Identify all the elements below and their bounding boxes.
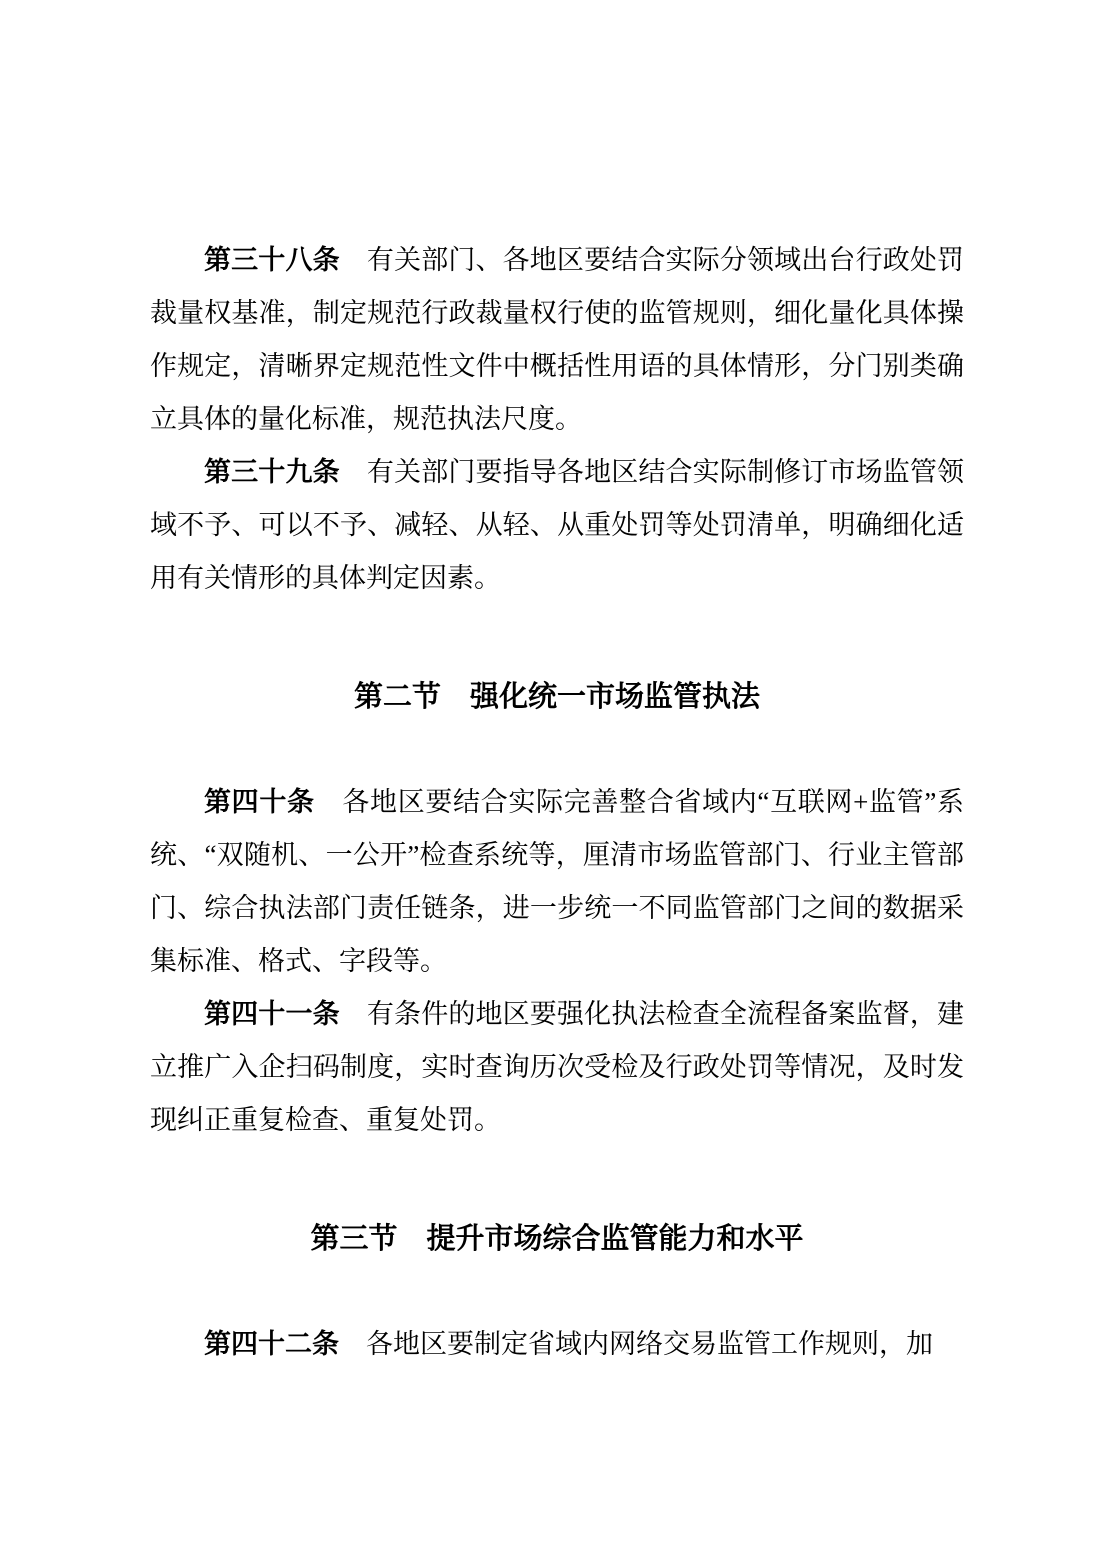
article-number-label: 第四十一条 [204, 999, 340, 1029]
section-heading [150, 1213, 964, 1266]
article-text: 各地区要结合实际完善整合省域内“互联网+监管”系统、“双随机、一公开”检查系统等，厘清市场监管部门、行业主管部门、综合执法部门责任链条，进一步统一不同监管部门之间的数据采集标准、格式、字段等。 [150, 787, 964, 976]
section-number: 第三节 [310, 1223, 398, 1255]
section-title: 强化统一市场监管执法 [441, 681, 761, 713]
article-paragraph [150, 234, 964, 446]
section-title: 提升市场综合监管能力和水平 [397, 1223, 804, 1255]
article-paragraph [150, 446, 964, 605]
article-number-label: 第四十条 [204, 787, 315, 817]
section-number: 第二节 [353, 681, 441, 713]
article-text: 有关部门要指导各地区结合实际制修订市场监管领域不予、可以不予、减轻、从轻、从重处罚等处罚清单，明确细化适用有关情形的具体判定因素。 [150, 457, 965, 593]
article-text: 有关部门、各地区要结合实际分领域出台行政处罚裁量权基准，制定规范行政裁量权行使的监管规则，细化量化具体操作规定，清晰界定规范性文件中概括性用语的具体情形，分门别类确立具体的量化标准，规范执法尺度。 [150, 245, 965, 434]
article-paragraph [150, 776, 964, 988]
article-number-label: 第四十二条 [204, 1329, 339, 1359]
article-text: 各地区要制定省域内网络交易监管工作规则，加 [339, 1329, 933, 1359]
article-number-label: 第三十八条 [204, 245, 340, 275]
article-paragraph [150, 1318, 964, 1371]
section-heading [150, 671, 964, 724]
document-body [150, 234, 964, 1371]
article-text: 有条件的地区要强化执法检查全流程备案监督，建立推广入企扫码制度，实时查询历次受检及行政处罚等情况，及时发现纠正重复检查、重复处罚。 [150, 999, 965, 1135]
article-paragraph [150, 988, 964, 1147]
article-number-label: 第三十九条 [204, 457, 340, 487]
